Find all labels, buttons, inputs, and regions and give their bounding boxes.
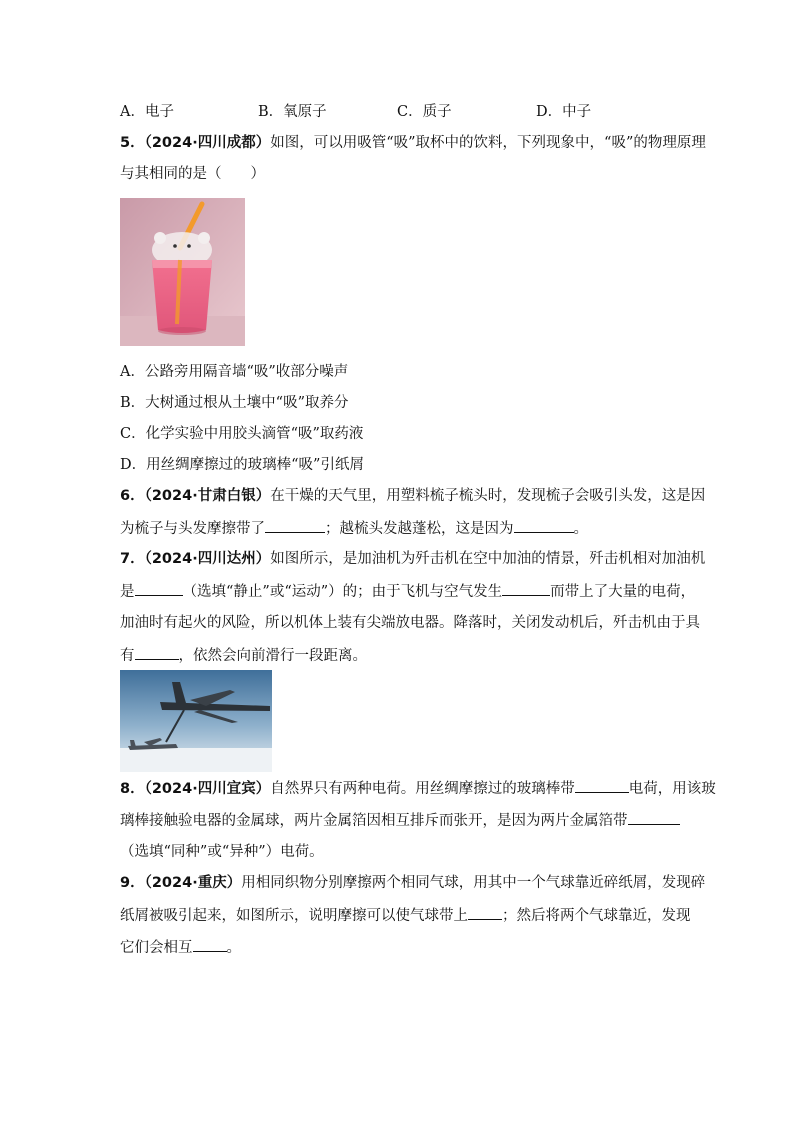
q5-option-b [120, 393, 348, 413]
q8-text-3: （选填“同种”或“异种”）电荷。 [120, 844, 324, 860]
q4-option-a [120, 102, 174, 122]
q5-text-2: 与其相同的是（ ） [120, 166, 265, 182]
q4-option-a-letter: A． [120, 104, 145, 120]
q4-option-a-text: 电子 [144, 104, 174, 120]
q9-text-2a: 纸屑被吸引起来，如图所示，说明摩擦可以使气球带上 [120, 908, 468, 924]
q4-option-c-text: 质子 [422, 104, 452, 120]
q6-blank-2[interactable] [514, 518, 574, 533]
q7-stem-line4 [120, 645, 367, 666]
q7-text-2b: （选填“静止”或“运动”）的；由于飞机与空气发生 [182, 584, 503, 600]
q9-number: 9． [120, 875, 145, 891]
q9-text-3b: 。 [226, 940, 241, 956]
q8-text-1b: 电荷，用该玻 [628, 781, 716, 797]
q6-text-2b: ；越梳头发越蓬松，这是因为 [325, 521, 514, 537]
q8-text-1a: 自然界只有两种电荷。用丝绸摩擦过的玻璃棒带 [270, 781, 575, 797]
q7-stem-line3 [120, 613, 700, 633]
q5-option-c-text: C．化学实验中用胶头滴管“吸”取药液 [120, 426, 364, 442]
q6-text-2a: 为梳子与头发摩擦带了 [120, 521, 265, 537]
q4-option-b-text: 氧原子 [283, 104, 327, 120]
q5-option-a [120, 362, 348, 382]
q5-option-c [120, 424, 363, 444]
q5-stem-line2 [120, 164, 265, 184]
q7-stem-line2 [120, 581, 695, 602]
q7-number: 7． [120, 551, 145, 567]
q7-text-2c: 而带上了大量的电荷， [550, 584, 696, 600]
q7-text-4b: ，依然会向前滑行一段距离。 [178, 648, 367, 664]
q9-text-2b: ；然后将两个气球靠近，发现 [502, 908, 691, 924]
q4-option-d [536, 102, 591, 122]
q6-stem-line2 [120, 518, 588, 539]
q5-source: （2024·四川成都） [144, 135, 271, 151]
q7-blank-2[interactable] [502, 581, 550, 596]
q9-text-1: 用相同织物分别摩擦两个相同气球，用其中一个气球靠近碎纸屑，发现碎 [241, 875, 706, 891]
q7-text-4a: 有 [120, 648, 135, 664]
q7-source: （2024·四川达州） [144, 551, 271, 567]
q9-text-3a: 它们会相互 [120, 940, 193, 956]
q7-blank-1[interactable] [135, 581, 183, 596]
drink-cup-photo [120, 198, 245, 346]
q4-option-c [397, 102, 452, 122]
q8-stem-line3 [120, 842, 324, 862]
q5-option-d-text: D．用丝绸摩擦过的玻璃棒“吸”引纸屑 [120, 457, 364, 473]
q4-option-b-letter: B． [258, 104, 284, 120]
q9-blank-2[interactable] [193, 937, 227, 952]
q8-stem-line1 [120, 778, 716, 799]
q5-text-1: 如图，可以用吸管“吸”取杯中的饮料，下列现象中，“吸”的物理原理 [270, 135, 706, 151]
q6-source: （2024·甘肃白银） [144, 488, 271, 504]
q4-option-c-letter: C． [397, 104, 423, 120]
q4-option-b [258, 102, 327, 122]
q5-option-b-text: B．大树通过根从土壤中“吸”取养分 [120, 395, 349, 411]
q6-text-2c: 。 [573, 521, 588, 537]
q6-text-1: 在干燥的天气里，用塑料梳子梳头时，发现梳子会吸引头发，这是因 [270, 488, 706, 504]
q7-text-3: 加油时有起火的风险，所以机体上装有尖端放电器。降落时，关闭发动机后，歼击机由于具 [120, 615, 700, 631]
aerial-refueling-photo [120, 670, 272, 772]
q8-source: （2024·四川宜宾） [144, 781, 271, 797]
q7-blank-3[interactable] [135, 645, 179, 660]
q8-number: 8． [120, 781, 145, 797]
q7-text-1: 如图所示，是加油机为歼击机在空中加油的情景，歼击机相对加油机 [270, 551, 706, 567]
q6-blank-1[interactable] [265, 518, 325, 533]
q5-option-d [120, 455, 364, 475]
q7-text-2a: 是 [120, 584, 135, 600]
q9-stem-line3 [120, 937, 241, 958]
q8-stem-line2 [120, 810, 680, 831]
q6-stem-line1 [120, 486, 705, 506]
q9-source: （2024·重庆） [144, 875, 242, 891]
q7-stem-line1 [120, 549, 705, 569]
q9-stem-line2 [120, 905, 691, 926]
q4-option-d-text: 中子 [562, 104, 592, 120]
q4-option-d-letter: D． [536, 104, 563, 120]
q9-blank-1[interactable] [468, 905, 502, 920]
q9-stem-line1 [120, 873, 705, 893]
q5-number: 5． [120, 135, 145, 151]
q5-stem-line1 [120, 133, 706, 153]
q8-blank-1[interactable] [575, 778, 629, 793]
q8-blank-2[interactable] [628, 810, 680, 825]
q8-text-2a: 璃棒接触验电器的金属球，两片金属箔因相互排斥而张开，是因为两片金属箔带 [120, 813, 628, 829]
q5-option-a-text: A．公路旁用隔音墙“吸”收部分噪声 [120, 364, 349, 380]
q6-number: 6． [120, 488, 145, 504]
